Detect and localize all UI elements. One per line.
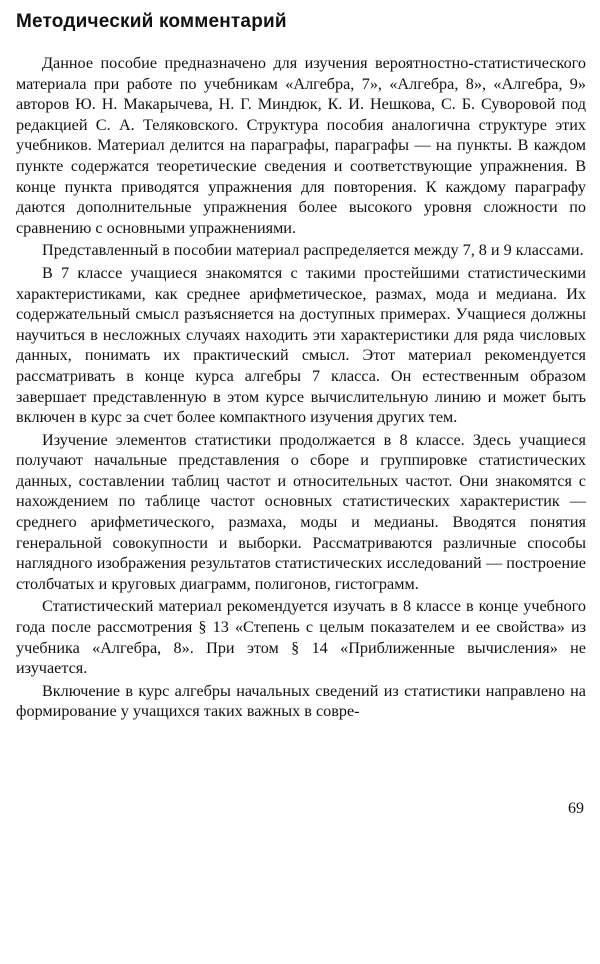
document-page — [16, 10, 586, 724]
paragraph-intro: Данное пособие предназначено для изучения вероятностно-статистического материала при работе по учебникам «Алгебра, 7», «Алгебра, 8», «Алгебра, 9» авторов Ю. Н. Макарычева, Н. Г. Миндюк, К. И. Нешкова, С. Б. Суворовой под редакцией С. А. Теляковского. Структура пособия аналогична структуре этих учебников. Материал делится на параграфы, параграфы — на пункты. В каждом пункте содержатся теоретические сведения и соответствующие упражнения. В конце пункта приводятся упражнения для повторения. К каждому параграфу даются дополнительные упражнения более высокого уровня сложности по сравнению с основными упражнениями. — [16, 54, 586, 237]
paragraph-grade-8: Изучение элементов статистики продолжается в 8 классе. Здесь учащиеся получают начальные представления о сборе и группировке статистических данных, составлении таблиц частот и относительных частот. Они знакомятся с нахождением по таблице частот основных статистических характеристик — среднего арифметического, размаха, моды и медианы. Вводятся понятия генеральной совокупности и выборки. Рассматриваются различные способы наглядного изображения результатов статистических исследований — построение столбчатых и круговых диаграмм, полигонов, гистограмм. — [16, 430, 586, 593]
paragraph-recommendation: Статистический материал рекомендуется изучать в 8 классе в конце учебного года после рассмотрения § 13 «Степень с целым показателем и ее свойства» из учебника «Алгебра, 8». При этом § 14 «Приближенные вычисления» не изучается. — [16, 597, 586, 678]
paragraph-distribution: Представленный в пособии материал распределяется между 7, 8 и 9 классами. — [42, 241, 584, 260]
page-title: Методический комментарий — [16, 11, 287, 32]
paragraph-inclusion: Включение в курс алгебры начальных сведений из статистики направлено на формирование у учащихся таких важных в совре- — [16, 681, 586, 721]
page-number: 69 — [568, 800, 584, 817]
paragraph-grade-7: В 7 классе учащиеся знакомятся с такими простейшими статистическими характеристиками, как среднее арифметическое, размах, мода и медиана. Их содержательный смысл разъясняется на доступных примерах. Учащиеся должны научиться в несложных случаях находить эти характеристики для ряда числовых данных, понимать их практический смысл. Этот материал рекомендуется рассматривать в конце курса алгебры 7 класса. Он естественным образом завершает представленную в этом курсе вычислительную линию и может быть включен в курс за счет более компактного изучения других тем. — [16, 263, 586, 427]
